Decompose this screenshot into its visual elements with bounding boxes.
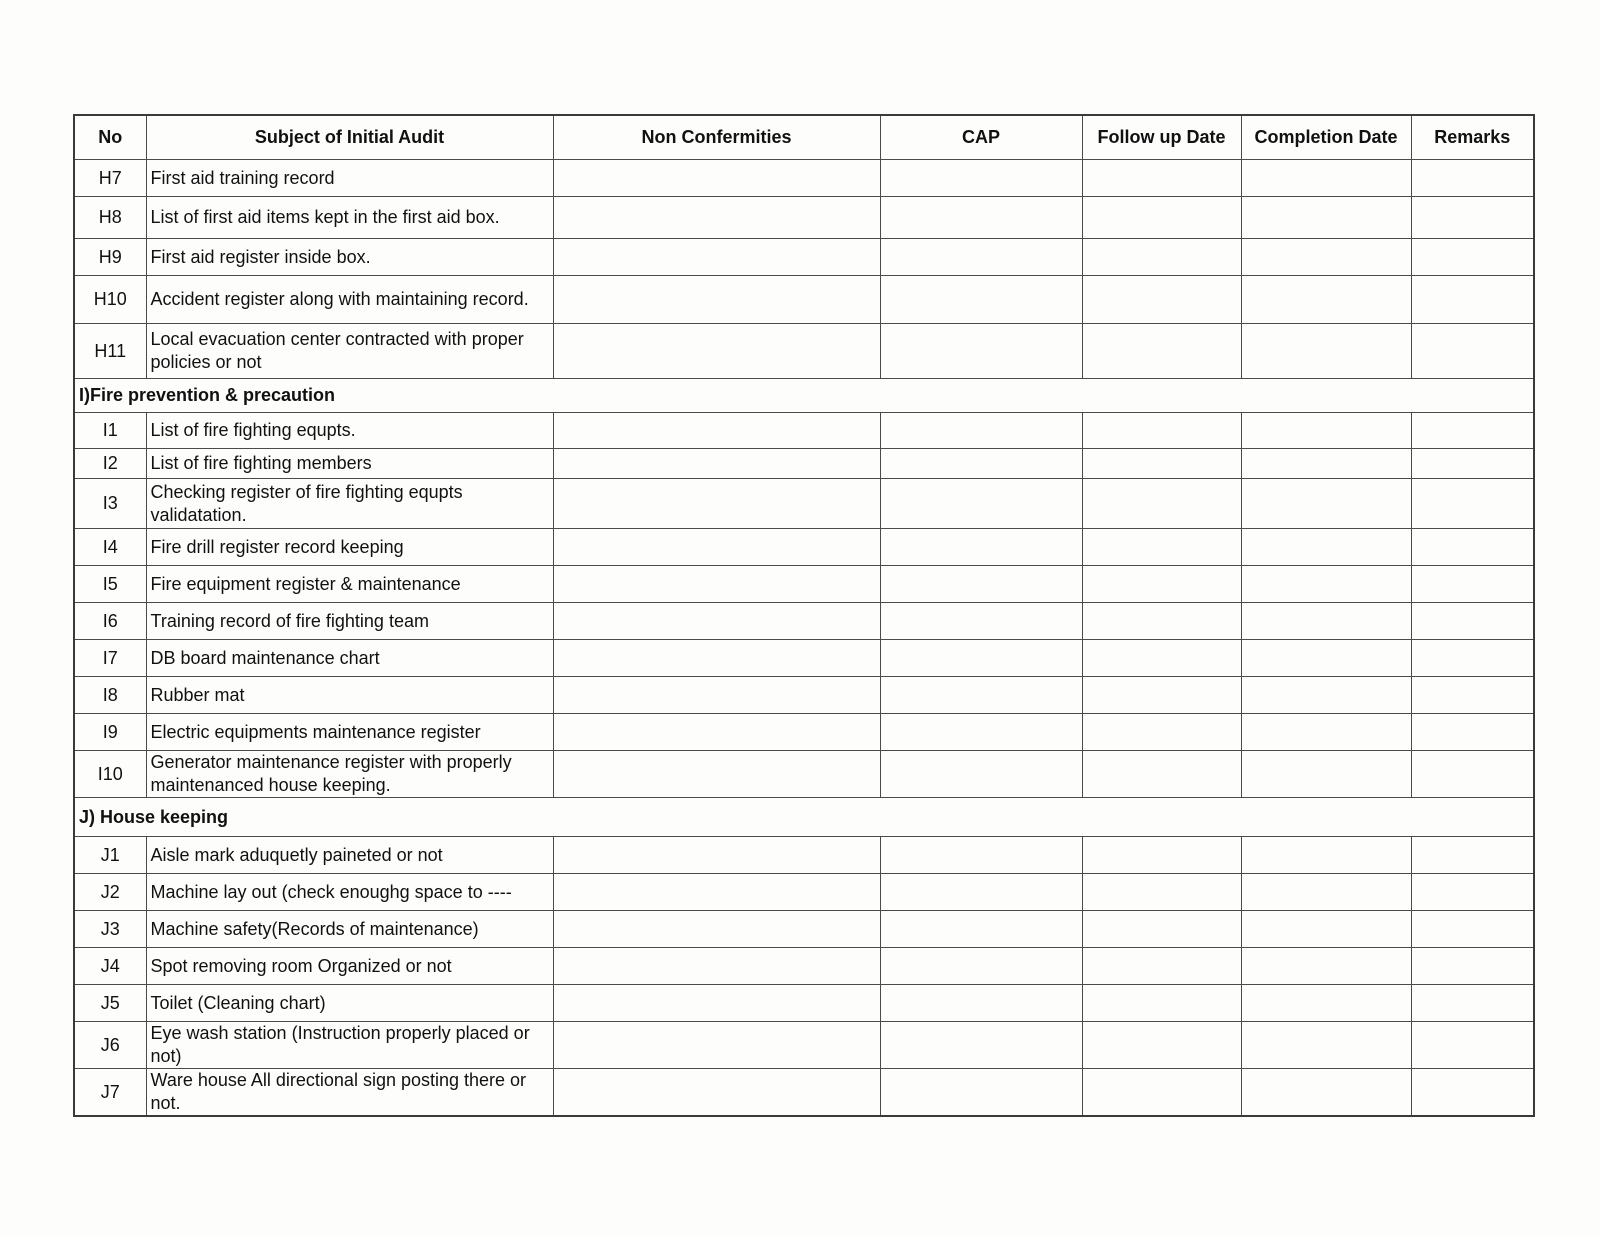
follow-up-date-cell bbox=[1082, 160, 1241, 197]
header-follow-up-date: Follow up Date bbox=[1082, 115, 1241, 160]
remarks-cell bbox=[1411, 529, 1534, 566]
row-subject: Ware house All directional sign posting there or not. bbox=[146, 1069, 553, 1117]
follow-up-date-cell bbox=[1082, 874, 1241, 911]
completion-date-cell bbox=[1241, 566, 1411, 603]
remarks-cell bbox=[1411, 640, 1534, 677]
follow-up-date-cell bbox=[1082, 1022, 1241, 1069]
cap-cell bbox=[880, 479, 1082, 529]
non-conformities-cell bbox=[553, 874, 880, 911]
section-title: J) House keeping bbox=[74, 798, 1534, 837]
row-number: H11 bbox=[74, 324, 146, 379]
row-subject: Training record of fire fighting team bbox=[146, 603, 553, 640]
header-row bbox=[74, 115, 1534, 160]
follow-up-date-cell bbox=[1082, 751, 1241, 798]
row-number: H10 bbox=[74, 276, 146, 324]
row-number: I4 bbox=[74, 529, 146, 566]
table-row bbox=[74, 677, 1534, 714]
cap-cell bbox=[880, 714, 1082, 751]
non-conformities-cell bbox=[553, 479, 880, 529]
follow-up-date-cell bbox=[1082, 911, 1241, 948]
header-completion-date: Completion Date bbox=[1241, 115, 1411, 160]
table-row bbox=[74, 985, 1534, 1022]
row-number: J6 bbox=[74, 1022, 146, 1069]
non-conformities-cell bbox=[553, 1022, 880, 1069]
cap-cell bbox=[880, 1022, 1082, 1069]
completion-date-cell bbox=[1241, 1022, 1411, 1069]
completion-date-cell bbox=[1241, 714, 1411, 751]
table-row bbox=[74, 1022, 1534, 1069]
non-conformities-cell bbox=[553, 529, 880, 566]
remarks-cell bbox=[1411, 603, 1534, 640]
row-number: H7 bbox=[74, 160, 146, 197]
remarks-cell bbox=[1411, 449, 1534, 479]
cap-cell bbox=[880, 197, 1082, 239]
row-number: I6 bbox=[74, 603, 146, 640]
completion-date-cell bbox=[1241, 677, 1411, 714]
non-conformities-cell bbox=[553, 449, 880, 479]
completion-date-cell bbox=[1241, 911, 1411, 948]
follow-up-date-cell bbox=[1082, 603, 1241, 640]
cap-cell bbox=[880, 160, 1082, 197]
table-row bbox=[74, 479, 1534, 529]
follow-up-date-cell bbox=[1082, 449, 1241, 479]
row-subject: List of fire fighting members bbox=[146, 449, 553, 479]
table-row bbox=[74, 1069, 1534, 1117]
completion-date-cell bbox=[1241, 239, 1411, 276]
row-subject: Eye wash station (Instruction properly placed or not) bbox=[146, 1022, 553, 1069]
row-number: I5 bbox=[74, 566, 146, 603]
completion-date-cell bbox=[1241, 603, 1411, 640]
remarks-cell bbox=[1411, 714, 1534, 751]
follow-up-date-cell bbox=[1082, 324, 1241, 379]
remarks-cell bbox=[1411, 911, 1534, 948]
row-subject: Electric equipments maintenance register bbox=[146, 714, 553, 751]
row-number: J7 bbox=[74, 1069, 146, 1117]
remarks-cell bbox=[1411, 413, 1534, 449]
row-subject: Local evacuation center contracted with proper policies or not bbox=[146, 324, 553, 379]
remarks-cell bbox=[1411, 197, 1534, 239]
completion-date-cell bbox=[1241, 276, 1411, 324]
row-number: I1 bbox=[74, 413, 146, 449]
audit-table bbox=[73, 114, 1535, 1117]
row-subject: Generator maintenance register with properly maintenanced house keeping. bbox=[146, 751, 553, 798]
remarks-cell bbox=[1411, 837, 1534, 874]
row-number: J2 bbox=[74, 874, 146, 911]
cap-cell bbox=[880, 603, 1082, 640]
non-conformities-cell bbox=[553, 1069, 880, 1117]
remarks-cell bbox=[1411, 479, 1534, 529]
row-number: I8 bbox=[74, 677, 146, 714]
row-number: I9 bbox=[74, 714, 146, 751]
non-conformities-cell bbox=[553, 751, 880, 798]
non-conformities-cell bbox=[553, 948, 880, 985]
cap-cell bbox=[880, 413, 1082, 449]
cap-cell bbox=[880, 948, 1082, 985]
cap-cell bbox=[880, 449, 1082, 479]
table-row bbox=[74, 603, 1534, 640]
table-row bbox=[74, 413, 1534, 449]
row-subject: List of fire fighting equpts. bbox=[146, 413, 553, 449]
table-row bbox=[74, 239, 1534, 276]
non-conformities-cell bbox=[553, 603, 880, 640]
cap-cell bbox=[880, 677, 1082, 714]
row-number: I2 bbox=[74, 449, 146, 479]
cap-cell bbox=[880, 640, 1082, 677]
table-row bbox=[74, 324, 1534, 379]
follow-up-date-cell bbox=[1082, 566, 1241, 603]
cap-cell bbox=[880, 1069, 1082, 1117]
row-subject: DB board maintenance chart bbox=[146, 640, 553, 677]
completion-date-cell bbox=[1241, 837, 1411, 874]
table-row bbox=[74, 529, 1534, 566]
follow-up-date-cell bbox=[1082, 276, 1241, 324]
row-subject: Toilet (Cleaning chart) bbox=[146, 985, 553, 1022]
follow-up-date-cell bbox=[1082, 985, 1241, 1022]
remarks-cell bbox=[1411, 324, 1534, 379]
follow-up-date-cell bbox=[1082, 948, 1241, 985]
row-number: J1 bbox=[74, 837, 146, 874]
table-row bbox=[74, 837, 1534, 874]
remarks-cell bbox=[1411, 1022, 1534, 1069]
completion-date-cell bbox=[1241, 948, 1411, 985]
non-conformities-cell bbox=[553, 677, 880, 714]
table-row bbox=[74, 874, 1534, 911]
section-row bbox=[74, 798, 1534, 837]
completion-date-cell bbox=[1241, 529, 1411, 566]
non-conformities-cell bbox=[553, 276, 880, 324]
non-conformities-cell bbox=[553, 160, 880, 197]
completion-date-cell bbox=[1241, 413, 1411, 449]
header-cap: CAP bbox=[880, 115, 1082, 160]
completion-date-cell bbox=[1241, 640, 1411, 677]
completion-date-cell bbox=[1241, 197, 1411, 239]
section-title: I)Fire prevention & precaution bbox=[74, 379, 1534, 413]
table-row bbox=[74, 160, 1534, 197]
completion-date-cell bbox=[1241, 1069, 1411, 1117]
row-number: H9 bbox=[74, 239, 146, 276]
header-non-conformities: Non Confermities bbox=[553, 115, 880, 160]
cap-cell bbox=[880, 239, 1082, 276]
cap-cell bbox=[880, 985, 1082, 1022]
row-number: H8 bbox=[74, 197, 146, 239]
follow-up-date-cell bbox=[1082, 529, 1241, 566]
remarks-cell bbox=[1411, 566, 1534, 603]
non-conformities-cell bbox=[553, 837, 880, 874]
row-subject: Spot removing room Organized or not bbox=[146, 948, 553, 985]
follow-up-date-cell bbox=[1082, 1069, 1241, 1117]
non-conformities-cell bbox=[553, 566, 880, 603]
follow-up-date-cell bbox=[1082, 197, 1241, 239]
remarks-cell bbox=[1411, 874, 1534, 911]
follow-up-date-cell bbox=[1082, 239, 1241, 276]
remarks-cell bbox=[1411, 751, 1534, 798]
row-subject: Aisle mark aduquetly paineted or not bbox=[146, 837, 553, 874]
row-number: J4 bbox=[74, 948, 146, 985]
remarks-cell bbox=[1411, 985, 1534, 1022]
remarks-cell bbox=[1411, 160, 1534, 197]
row-subject: Fire drill register record keeping bbox=[146, 529, 553, 566]
remarks-cell bbox=[1411, 948, 1534, 985]
follow-up-date-cell bbox=[1082, 640, 1241, 677]
table-row bbox=[74, 566, 1534, 603]
cap-cell bbox=[880, 566, 1082, 603]
non-conformities-cell bbox=[553, 324, 880, 379]
row-subject: Accident register along with maintaining record. bbox=[146, 276, 553, 324]
row-number: J5 bbox=[74, 985, 146, 1022]
row-subject: Rubber mat bbox=[146, 677, 553, 714]
follow-up-date-cell bbox=[1082, 837, 1241, 874]
remarks-cell bbox=[1411, 239, 1534, 276]
remarks-cell bbox=[1411, 1069, 1534, 1117]
follow-up-date-cell bbox=[1082, 413, 1241, 449]
table-row bbox=[74, 449, 1534, 479]
completion-date-cell bbox=[1241, 449, 1411, 479]
section-row bbox=[74, 379, 1534, 413]
header-subject: Subject of Initial Audit bbox=[146, 115, 553, 160]
table-row bbox=[74, 911, 1534, 948]
table-row bbox=[74, 714, 1534, 751]
cap-cell bbox=[880, 276, 1082, 324]
row-subject: List of first aid items kept in the first aid box. bbox=[146, 197, 553, 239]
header-remarks: Remarks bbox=[1411, 115, 1534, 160]
completion-date-cell bbox=[1241, 751, 1411, 798]
row-number: J3 bbox=[74, 911, 146, 948]
table-row bbox=[74, 948, 1534, 985]
cap-cell bbox=[880, 751, 1082, 798]
completion-date-cell bbox=[1241, 160, 1411, 197]
row-subject: Machine safety(Records of maintenance) bbox=[146, 911, 553, 948]
follow-up-date-cell bbox=[1082, 677, 1241, 714]
cap-cell bbox=[880, 911, 1082, 948]
table-body bbox=[74, 160, 1534, 1117]
row-number: I10 bbox=[74, 751, 146, 798]
table-row bbox=[74, 751, 1534, 798]
remarks-cell bbox=[1411, 677, 1534, 714]
header-no: No bbox=[74, 115, 146, 160]
completion-date-cell bbox=[1241, 985, 1411, 1022]
row-subject: Checking register of fire fighting equpts validatation. bbox=[146, 479, 553, 529]
follow-up-date-cell bbox=[1082, 714, 1241, 751]
non-conformities-cell bbox=[553, 911, 880, 948]
row-subject: First aid register inside box. bbox=[146, 239, 553, 276]
row-subject: Machine lay out (check enoughg space to ---- bbox=[146, 874, 553, 911]
completion-date-cell bbox=[1241, 874, 1411, 911]
non-conformities-cell bbox=[553, 197, 880, 239]
cap-cell bbox=[880, 874, 1082, 911]
table-row bbox=[74, 197, 1534, 239]
cap-cell bbox=[880, 324, 1082, 379]
completion-date-cell bbox=[1241, 324, 1411, 379]
table-row bbox=[74, 276, 1534, 324]
cap-cell bbox=[880, 837, 1082, 874]
remarks-cell bbox=[1411, 276, 1534, 324]
row-subject: Fire equipment register & maintenance bbox=[146, 566, 553, 603]
follow-up-date-cell bbox=[1082, 479, 1241, 529]
row-subject: First aid training record bbox=[146, 160, 553, 197]
cap-cell bbox=[880, 529, 1082, 566]
non-conformities-cell bbox=[553, 714, 880, 751]
row-number: I7 bbox=[74, 640, 146, 677]
row-number: I3 bbox=[74, 479, 146, 529]
non-conformities-cell bbox=[553, 239, 880, 276]
non-conformities-cell bbox=[553, 413, 880, 449]
non-conformities-cell bbox=[553, 640, 880, 677]
completion-date-cell bbox=[1241, 479, 1411, 529]
table-row bbox=[74, 640, 1534, 677]
non-conformities-cell bbox=[553, 985, 880, 1022]
